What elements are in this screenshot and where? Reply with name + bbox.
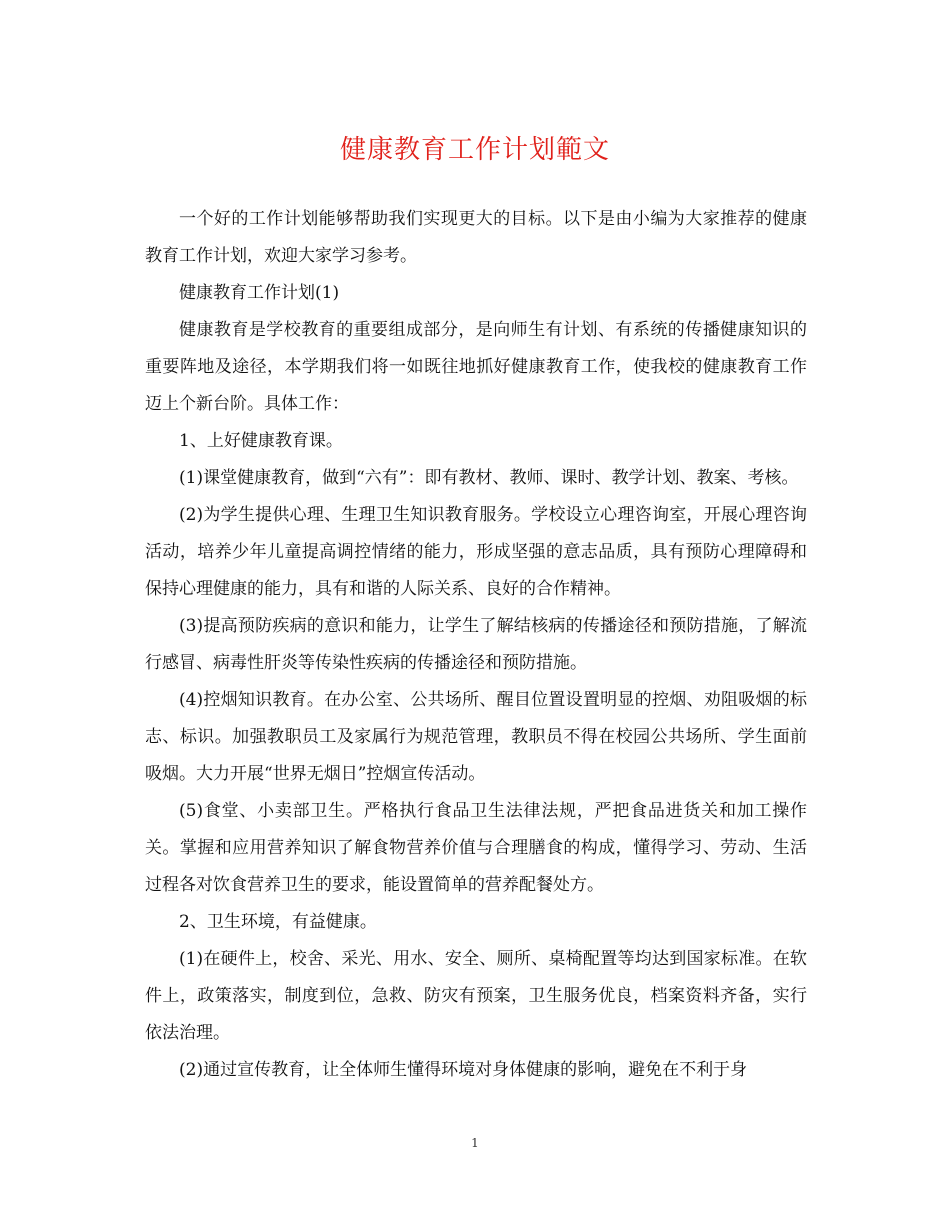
paragraph-intro: 一个好的工作计划能够帮助我们实现更大的目标。以下是由小编为大家推荐的健康教育工作计划，欢迎大家学习参考。 [145, 209, 807, 266]
section-heading-1: 1、上好健康教育课。 [179, 431, 343, 451]
paragraph-overview: 健康教育是学校教育的重要组成部分，是向师生有计划、有系统的传播健康知识的重要阵地及途径，本学期我们将一如既往地抓好健康教育工作，使我校的健康教育工作迈上个新台阶。具体工作： [145, 320, 807, 414]
document-body [145, 201, 807, 1089]
page-number: 1 [471, 1136, 479, 1150]
paragraph-item-2-2: (2)通过宣传教育，让全体师生懂得环境对身体健康的影响，避免在不利于身 [179, 1060, 748, 1080]
paragraph-item-1-1: (1)课堂健康教育，做到“六有”：即有教材、教师、课时、教学计划、教案、考核。 [179, 468, 799, 488]
section-heading-2: 2、卫生环境，有益健康。 [179, 912, 377, 932]
paragraph-item-2-1: (1)在硬件上，校舍、采光、用水、安全、厕所、桌椅配置等均达到国家标准。在软件上，政策落实，制度到位，急救、防灾有预案，卫生服务优良，档案资料齐备，实行依法治理。 [145, 949, 807, 1043]
paragraph-plan-heading: 健康教育工作计划(1) [179, 283, 340, 303]
paragraph-item-1-5: (5)食堂、小卖部卫生。严格执行食品卫生法律法规，严把食品进货关和加工操作关。掌握和应用营养知识了解食物营养价值与合理膳食的构成，懂得学习、劳动、生活过程各对饮食营养卫生的要求，能设置简单的营养配餐处方。 [145, 801, 807, 895]
document-title: 健康教育工作计划範文 [339, 135, 610, 165]
paragraph-item-1-4: (4)控烟知识教育。在办公室、公共场所、醒目位置设置明显的控烟、劝阻吸烟的标志、标识。加强教职员工及家属行为规范管理，教职员不得在校园公共场所、学生面前吸烟。大力开展“世界无烟日”控烟宣传活动。 [145, 690, 807, 784]
paragraph-item-1-3: (3)提高预防疾病的意识和能力，让学生了解结核病的传播途径和预防措施，了解流行感冒、病毒性肝炎等传染性疾病的传播途径和预防措施。 [145, 616, 807, 673]
paragraph-item-1-2: (2)为学生提供心理、生理卫生知识教育服务。学校设立心理咨询室，开展心理咨询活动，培养少年儿童提高调控情绪的能力，形成坚强的意志品质，具有预防心理障碍和保持心理健康的能力，具有和谐的人际关系、良好的合作精神。 [145, 505, 807, 599]
